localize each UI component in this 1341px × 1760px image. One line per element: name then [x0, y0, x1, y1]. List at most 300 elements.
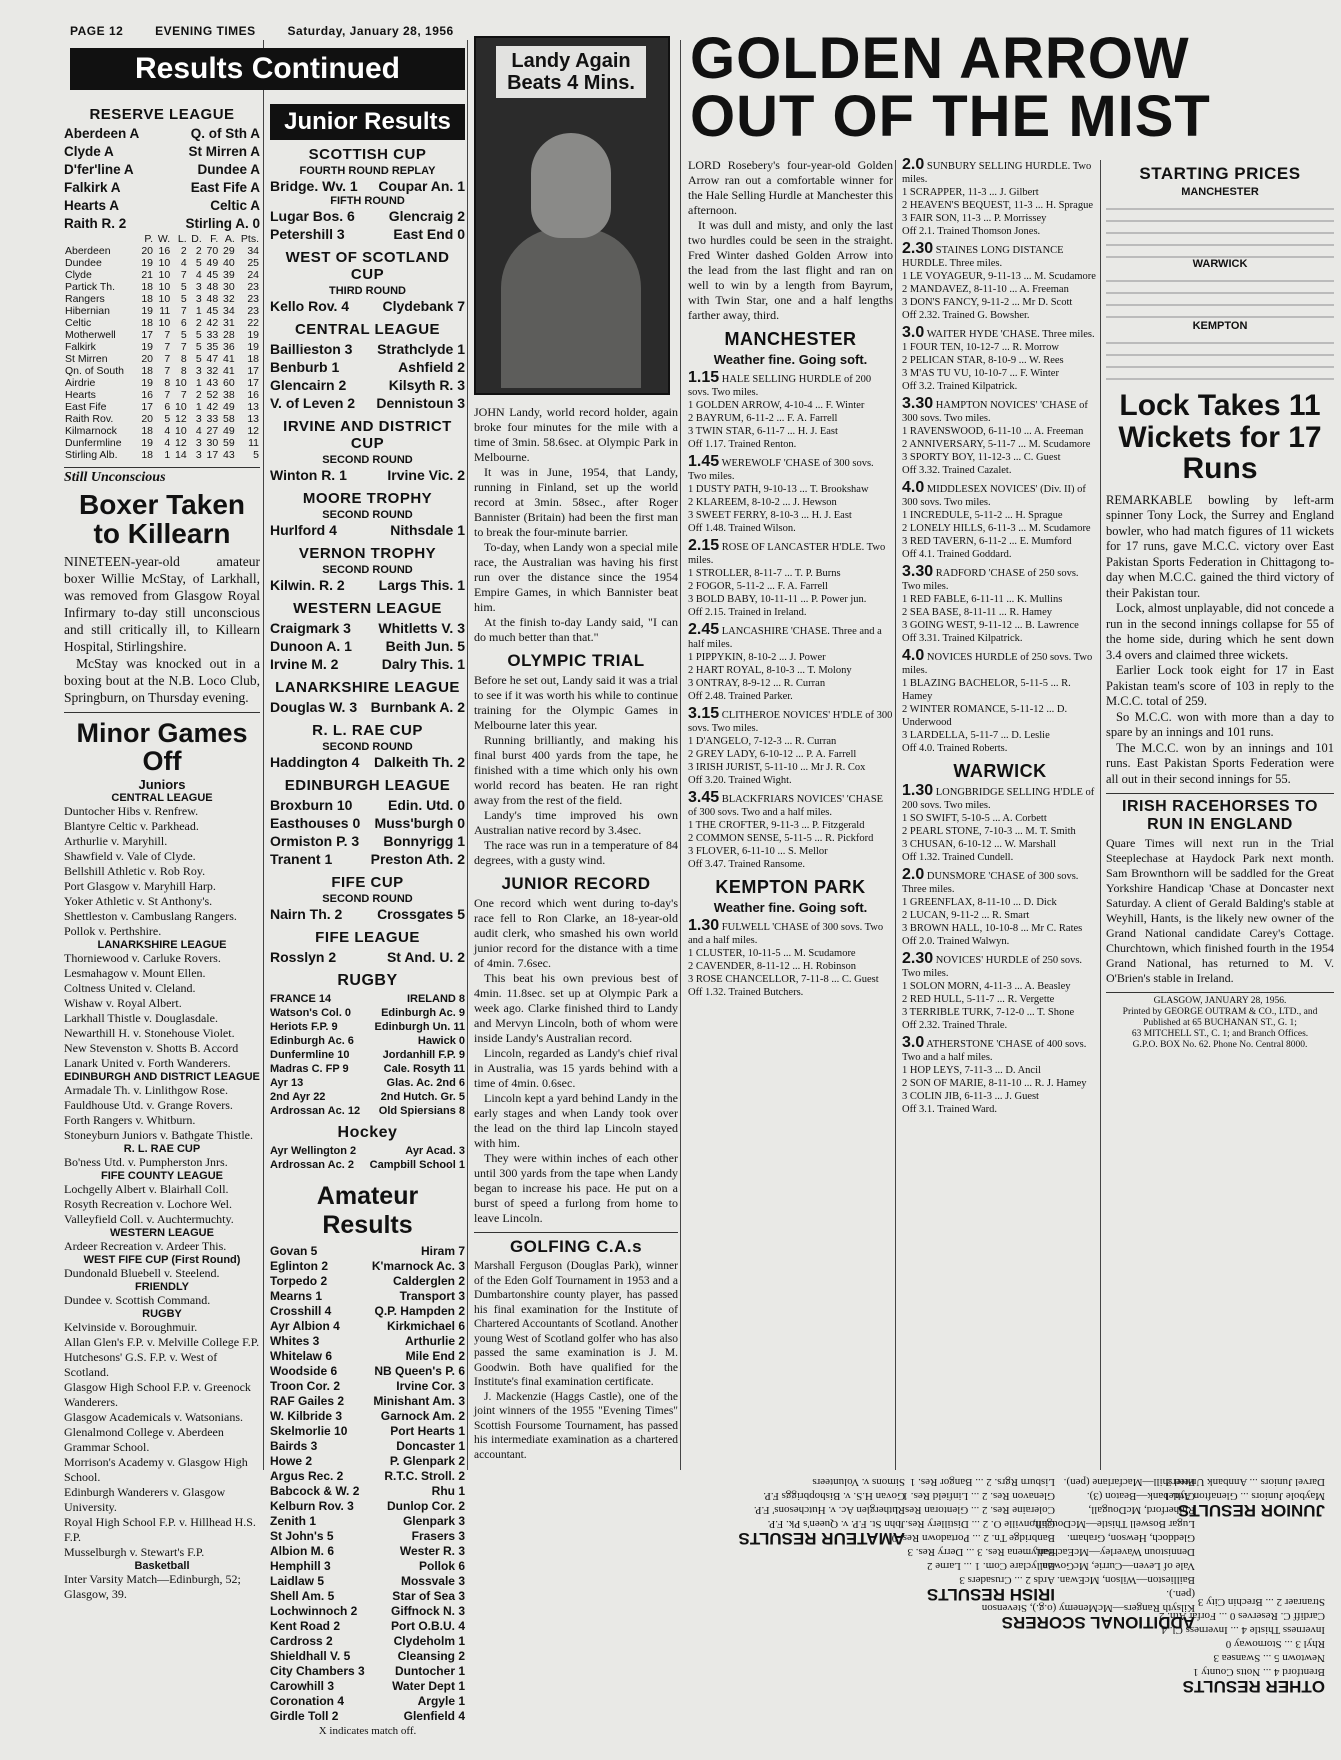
- table-row: [64, 281, 260, 293]
- table-cell: 59: [223, 437, 235, 449]
- table-row: [64, 317, 260, 329]
- home-team: Howe 2: [270, 1454, 313, 1468]
- home-team: Troon Cor. 2: [270, 1379, 341, 1393]
- table-cell: 2: [180, 245, 187, 257]
- home-team: Hearts A: [64, 198, 120, 213]
- amateur-row: [270, 1634, 465, 1649]
- column-rule: [467, 40, 468, 1470]
- home-team: Kelburn Rov. 3: [270, 1499, 354, 1513]
- rotated-line: Coleraine Res. 2 ... Glentoran Res. 1: [894, 1504, 1055, 1516]
- away-team: Doncaster 1: [396, 1439, 465, 1453]
- rot-junior-title: JUNIOR RESULTS: [1177, 1501, 1325, 1520]
- amateur-row: [270, 1469, 465, 1484]
- away-team: NB Queen's P. 6: [374, 1364, 465, 1378]
- fixture-line: Stoneyburn Juniors v. Bathgate Thistle.: [64, 1128, 253, 1143]
- minor-section-title: FRIENDLY: [135, 1281, 189, 1294]
- junior-section-title: R. L. RAE CUP: [312, 722, 423, 739]
- junior-section-sub: THIRD ROUND: [329, 285, 406, 297]
- home-team: Zenith 1: [270, 1514, 317, 1528]
- home-team: Tranent 1: [270, 851, 333, 867]
- away-team: Nithsdale 1: [390, 522, 465, 538]
- reserve-league-title: RESERVE LEAGUE: [89, 106, 235, 123]
- race-result-line: Off 3.31. Trained Kilpatrick.: [902, 633, 1023, 644]
- amateur-row: [270, 1304, 465, 1319]
- upside-down-results-block: [665, 1475, 1325, 1745]
- table-cell: 14: [174, 449, 187, 461]
- reserve-result-row: [64, 197, 260, 215]
- amateur-row: [270, 1454, 465, 1469]
- boxer-body: NINETEEN-year-old amateur boxer Willie McStay, of Larkhall, was removed from Glasgow Royal Infirmary to-day still unconscious and still critically ill, to Killearn Hospital, Stirlingshire.: [64, 553, 260, 654]
- amateur-row: [270, 1274, 465, 1289]
- table-cell: 10: [158, 293, 171, 305]
- rotated-line: Rutherford, McDougall,: [1088, 1504, 1195, 1516]
- column-3: [474, 36, 678, 1478]
- race-result-line: Off 3.20. Trained Wight.: [688, 775, 792, 786]
- race-result-line: 3 SPORTY BOY, 11-12-3 ... C. Guest: [902, 452, 1061, 463]
- race-heading: [688, 371, 893, 399]
- rot-scorers-title: ADDITIONAL SCORERS: [1001, 1613, 1195, 1632]
- reserve-result-row: [64, 215, 260, 233]
- home-team: 2nd Ayr 22: [270, 1091, 326, 1103]
- table-cell: 7: [164, 341, 171, 353]
- away-team: P. Glenpark 2: [389, 1454, 465, 1468]
- amateur-row: [270, 1559, 465, 1574]
- race-name: NOVICES HURDLE of 250 sovs. Two miles.: [902, 652, 1093, 676]
- away-team: Bonnyrigg 1: [383, 833, 465, 849]
- score-row: [270, 521, 465, 539]
- paragraph: Lock, almost unplayable, did not concede a run in the second innings collapse for 55 of the home side, during which he sent down 3.4 overs and claimed three wickets.: [1106, 601, 1334, 662]
- table-cell: 58: [223, 413, 235, 425]
- fixture-line: Fauldhouse Utd. v. Grange Rovers.: [64, 1098, 233, 1113]
- column-2: [270, 104, 465, 1737]
- table-header-cell: [64, 233, 138, 245]
- home-team: Easthouses 0: [270, 815, 361, 831]
- imprint: [1106, 992, 1334, 1051]
- race-result-line: 3 FLOVER, 6-11-10 ... S. Mellor: [688, 846, 828, 857]
- table-cell: 19: [247, 329, 259, 341]
- away-team: Stirling A. 0: [185, 216, 260, 231]
- home-team: Douglas W. 3: [270, 699, 358, 715]
- table-cell: 34: [223, 305, 235, 317]
- rotated-line: Clydebank—Beaton (3).: [1086, 1490, 1195, 1502]
- table-cell: 2: [195, 317, 202, 329]
- table-cell: 49: [223, 401, 235, 413]
- away-team: Edin. Utd. 0: [388, 797, 465, 813]
- race-result-line: 2 MANDAVEZ, 8-11-10 ... A. Freeman: [902, 284, 1069, 295]
- rot-other: [1105, 1595, 1325, 1696]
- home-team: Argus Rec. 2: [270, 1469, 344, 1483]
- table-cell: 35: [206, 341, 219, 353]
- away-team: Irvine Vic. 2: [387, 467, 465, 483]
- table-cell: Rangers: [65, 293, 105, 305]
- rotated-line: Maybole Juniors ... Glenafton Ath. 1: [1163, 1490, 1325, 1502]
- race-card: [902, 481, 1098, 561]
- table-cell: 60: [223, 377, 235, 389]
- race-time: 1.30: [902, 782, 934, 799]
- race-name: STAINES LONG DISTANCE HURDLE. Three miles.: [902, 245, 1064, 269]
- race-heading: [902, 158, 1098, 186]
- warwick-races: [902, 784, 1098, 1116]
- score-row: [270, 905, 465, 923]
- column-4: [688, 158, 893, 1473]
- home-team: Petershill 3: [270, 226, 345, 242]
- away-team: Strathclyde 1: [377, 341, 465, 357]
- away-team: Mile End 2: [405, 1349, 465, 1363]
- fixture-line: Musselburgh v. Stewart's F.P.: [64, 1545, 205, 1560]
- table-cell: Aberdeen: [65, 245, 111, 257]
- home-team: Whitelaw 6: [270, 1349, 333, 1363]
- race-result-line: 1 INCREDULE, 5-11-2 ... H. Sprague: [902, 510, 1063, 521]
- table-cell: 70: [206, 245, 219, 257]
- paragraph: So M.C.C. won with more than a day to spare by an innings and 101 runs.: [1106, 709, 1334, 739]
- away-team: Water Dept 1: [392, 1679, 465, 1693]
- race-result-line: Off 1.17. Trained Renton.: [688, 439, 797, 450]
- rotated-line: Petershill—Macfarlane (pen).: [1063, 1476, 1195, 1488]
- paragraph: It was in June, 1954, that Landy, running in Finland, set up the world record at 3min. 58sec., after Roger Bannister (Britain) had been the first man to break the four-minute barrier.: [474, 465, 678, 539]
- table-cell: 10: [174, 425, 187, 437]
- race-result-line: 3 M'AS TU VU, 10-10-7 ... F. Winter: [902, 368, 1059, 379]
- table-cell: 39: [223, 269, 235, 281]
- race-result-line: 3 BOLD BABY, 10-11-11 ... P. Power jun.: [688, 594, 867, 605]
- table-cell: 18: [141, 449, 153, 461]
- race-name: DUNSMORE 'CHASE of 300 sovs. Three miles.: [902, 871, 1079, 895]
- table-cell: 4: [164, 437, 171, 449]
- imprint-line: G.P.O. BOX No. 62. Phone No. Central 8000.: [1132, 1040, 1308, 1050]
- race-result-line: 1 D'ANGELO, 7-12-3 ... R. Curran: [688, 736, 837, 747]
- race-card: [902, 565, 1098, 645]
- race-card: [902, 1036, 1098, 1116]
- race-name: NOVICES' HURDLE of 250 sovs. Two miles.: [902, 955, 1083, 979]
- home-team: Kent Road 2: [270, 1619, 341, 1633]
- race-time: 2.0: [902, 866, 925, 883]
- away-team: Calderglen 2: [392, 1274, 465, 1288]
- home-team: Kello Rov. 4: [270, 298, 350, 314]
- race-time: 4.0: [902, 479, 925, 496]
- table-cell: 18: [141, 293, 153, 305]
- table-cell: 7: [164, 329, 171, 341]
- away-team: Edinburgh Ac. 9: [381, 1007, 465, 1019]
- race-result-line: 2 LUCAN, 9-11-2 ... R. Smart: [902, 910, 1030, 921]
- table-cell: 4: [180, 257, 187, 269]
- table-cell: 19: [141, 437, 153, 449]
- race-heading: [902, 326, 1098, 341]
- table-cell: 12: [247, 425, 259, 437]
- table-cell: 5: [195, 257, 202, 269]
- score-row: [270, 466, 465, 484]
- fixture-line: Morrison's Academy v. Glasgow High School.: [64, 1455, 248, 1485]
- race-card: [902, 326, 1098, 393]
- fixture-line: Hutchesons' G.S. F.P. v. West of Scotland.: [64, 1350, 218, 1380]
- home-team: Ardrossan Ac. 12: [270, 1105, 361, 1117]
- amateur-row: [270, 1334, 465, 1349]
- reserve-league-table: [64, 233, 260, 461]
- race-card: [688, 791, 893, 871]
- table-row: [64, 437, 260, 449]
- table-cell: 6: [180, 317, 187, 329]
- race-result-line: Off 2.32. Trained G. Bowsher.: [902, 310, 1030, 321]
- away-team: Giffnock N. 3: [390, 1604, 465, 1618]
- home-team: Dunoon A. 1: [270, 638, 352, 654]
- away-team: Q.P. Hampden 2: [374, 1304, 465, 1318]
- fixture-line: Thorniewood v. Carluke Rovers.: [64, 951, 221, 966]
- race-name: FULWELL 'CHASE of 300 sovs. Two and a half miles.: [688, 922, 884, 946]
- table-cell: Qn. of South: [65, 365, 124, 377]
- race-result-line: 2 HEAVEN'S BEQUEST, 11-3 ... H. Sprague: [902, 200, 1093, 211]
- home-team: Craigmark 3: [270, 620, 351, 636]
- race-result-line: Off 1.48. Trained Wilson.: [688, 523, 796, 534]
- race-result-line: 2 PEARL STONE, 7-10-3 ... M. T. Smith: [902, 826, 1076, 837]
- race-result-line: 1 LE VOYAGEUR, 9-11-13 ... M. Scudamore: [902, 271, 1096, 282]
- home-team: Babcock & W. 2: [270, 1484, 360, 1498]
- away-team: Port Hearts 1: [390, 1424, 465, 1438]
- home-team: Ayr 13: [270, 1077, 304, 1089]
- junior-section-sub: FIFTH ROUND: [330, 195, 405, 207]
- rotated-line: Kilsyth Rangers—McMenemy (o.g.), Stevenson (pen.).: [981, 1588, 1195, 1614]
- rotated-line: Glenavon Res. 2 ... Linfield Res. 1: [902, 1490, 1055, 1502]
- race-result-line: 1 SCRAPPER, 11-3 ... J. Gilbert: [902, 187, 1039, 198]
- table-cell: 24: [247, 269, 259, 281]
- results-continued-banner: Results Continued: [70, 48, 465, 90]
- junior-section-title: VERNON TROPHY: [298, 545, 437, 562]
- starting-prices-title: STARTING PRICES: [1139, 164, 1301, 183]
- away-team: Garnock Am. 2: [380, 1409, 465, 1423]
- golfing-title: GOLFING C.A.s: [474, 1232, 678, 1257]
- rotated-line: Dennistoun Waverley—McEachran,: [1035, 1546, 1195, 1558]
- away-team: Port O.B.U. 4: [390, 1619, 465, 1633]
- column-rule: [680, 40, 681, 1470]
- race-name: RADFORD 'CHASE of 250 sovs. Two miles.: [902, 568, 1079, 592]
- away-team: Frasers 3: [411, 1529, 465, 1543]
- hockey-results: [270, 1144, 465, 1172]
- table-cell: Motherwell: [65, 329, 116, 341]
- amateur-row: [270, 1709, 465, 1724]
- amateur-row: [270, 1544, 465, 1559]
- hockey-title: Hockey: [337, 1124, 398, 1141]
- away-team: Clydebank 7: [382, 298, 465, 314]
- table-cell: 2: [195, 245, 202, 257]
- race-card: [688, 623, 893, 703]
- home-team: Coronation 4: [270, 1694, 344, 1708]
- race-name: BLACKFRIARS NOVICES' 'CHASE of 300 sovs. Two and a half miles.: [688, 794, 884, 818]
- table-header-cell: P.: [144, 233, 153, 245]
- boxer-body-2: McStay was knocked out in a boxing bout at the N.B. Loco Club, Springburn, on Thursday evening.: [64, 655, 260, 705]
- table-cell: 18: [141, 317, 153, 329]
- sp-warwick-lines: [1106, 270, 1334, 320]
- home-team: Ormiston P. 3: [270, 833, 360, 849]
- home-team: Govan 5: [270, 1244, 318, 1258]
- table-cell: 19: [141, 257, 153, 269]
- race-time: 2.15: [688, 537, 720, 554]
- table-cell: Hearts: [65, 389, 96, 401]
- table-cell: 8: [180, 365, 187, 377]
- table-row: [64, 305, 260, 317]
- home-team: Glencairn 2: [270, 377, 347, 393]
- score-row: [270, 576, 465, 594]
- junior-section-sub: SECOND ROUND: [322, 893, 413, 905]
- minor-section-title: EDINBURGH AND DISTRICT LEAGUE: [64, 1071, 260, 1084]
- table-cell: 19: [141, 341, 153, 353]
- table-header-cell: Pts.: [240, 233, 259, 245]
- race-result-line: 2 COMMON SENSE, 5-11-5 ... R. Pickford: [688, 833, 874, 844]
- table-cell: 31: [223, 317, 235, 329]
- race-heading: [902, 784, 1098, 812]
- amateur-row: [270, 1604, 465, 1619]
- race-result-line: Off 1.32. Trained Cundell.: [902, 852, 1014, 863]
- away-team: Rhu 1: [431, 1484, 465, 1498]
- junior-section-title: LANARKSHIRE LEAGUE: [275, 679, 460, 696]
- paper-name: EVENING TIMES: [155, 24, 256, 38]
- home-team: Dunfermline 10: [270, 1049, 350, 1061]
- away-team: Cale. Rosyth 11: [383, 1063, 465, 1075]
- fixture-line: Duntocher Hibs v. Renfrew.: [64, 804, 199, 819]
- score-row: [270, 394, 465, 412]
- race-result-line: 3 TERRIBLE TURK, 7-12-0 ... T. Shone: [902, 1007, 1075, 1018]
- table-cell: 1: [195, 305, 202, 317]
- race-heading: [902, 649, 1098, 677]
- fixture-line: Valleyfield Coll. v. Auchtermuchty.: [64, 1212, 234, 1227]
- table-cell: Airdrie: [65, 377, 96, 389]
- junior-section-title: MOORE TROPHY: [302, 490, 433, 507]
- home-team: W. Kilbride 3: [270, 1409, 343, 1423]
- home-team: Shell Am. 5: [270, 1589, 335, 1603]
- away-team: Crossgates 5: [377, 906, 465, 922]
- table-cell: 23: [247, 281, 259, 293]
- race-result-line: 3 TWIN STAR, 6-11-7 ... H. J. East: [688, 426, 838, 437]
- table-cell: 40: [223, 257, 235, 269]
- minor-section-title: Basketball: [134, 1560, 190, 1573]
- amateur-row: [270, 1589, 465, 1604]
- race-result-line: Off 4.0. Trained Roberts.: [902, 743, 1008, 754]
- away-team: St Mirren A: [188, 144, 260, 159]
- race-heading: [688, 623, 893, 651]
- paragraph: They were within inches of each other until 300 yards from the tape when Landy began to increase his pace. He put on a burst of speed a furlong from home to leave Lincoln.: [474, 1151, 678, 1225]
- landy-photo: [474, 36, 670, 395]
- away-team: Q. of Sth A: [190, 126, 260, 141]
- rotated-line: Newtown 5 ... Swansea 3: [1213, 1652, 1325, 1664]
- rugby-results: [270, 992, 465, 1118]
- home-team: Broxburn 10: [270, 797, 353, 813]
- table-cell: 19: [141, 377, 153, 389]
- junior-results: [270, 146, 465, 966]
- race-card: [902, 952, 1098, 1032]
- race-result-line: 3 LARDELLA, 5-11-7 ... D. Leslie: [902, 730, 1050, 741]
- home-team: Eglinton 2: [270, 1259, 328, 1273]
- race-result-line: 1 THE CROFTER, 9-11-3 ... P. Fitzgerald: [688, 820, 865, 831]
- reserve-result-row: [64, 143, 260, 161]
- table-cell: 5: [180, 281, 187, 293]
- table-cell: Stirling Alb.: [65, 449, 118, 461]
- away-team: Whitletts V. 3: [378, 620, 465, 636]
- minor-games-headline: Minor Games Off: [76, 717, 248, 777]
- home-team: Skelmorlie 10: [270, 1424, 348, 1438]
- race-result-line: 1 RAVENSWOOD, 6-11-10 ... A. Freeman: [902, 426, 1084, 437]
- table-cell: 7: [164, 389, 171, 401]
- paragraph: JOHN Landy, world record holder, again broke four minutes for the mile with a time of 3min. 58.6sec. at Olympic Park in Melbourne.: [474, 405, 678, 464]
- table-cell: 17: [247, 365, 259, 377]
- junior-section-sub: FOURTH ROUND REPLAY: [299, 165, 436, 177]
- away-team: Star of Sea 3: [392, 1589, 465, 1603]
- table-cell: 7: [180, 305, 187, 317]
- home-team: St John's 5: [270, 1529, 334, 1543]
- table-cell: 5: [195, 353, 202, 365]
- home-team: Girdle Toll 2: [270, 1709, 339, 1723]
- race-result-line: Off 3.1. Trained Ward.: [902, 1104, 998, 1115]
- table-cell: 11: [159, 305, 171, 317]
- junior-section-title: FIFE CUP: [331, 874, 404, 891]
- home-team: FRANCE 14: [270, 993, 332, 1005]
- table-cell: East Fife: [65, 401, 107, 413]
- table-cell: 8: [180, 353, 187, 365]
- fixture-line: Newarthill H. v. Stonehouse Violet.: [64, 1026, 235, 1041]
- race-result-line: 1 HOP LEYS, 7-11-3 ... D. Ancil: [902, 1065, 1041, 1076]
- table-cell: 42: [206, 317, 219, 329]
- reserve-results: [64, 125, 260, 233]
- race-result-line: 3 FAIR SON, 11-3 ... P. Morrissey: [902, 213, 1047, 224]
- amateur-row: [270, 1319, 465, 1334]
- score-row: [270, 948, 465, 966]
- home-team: Nairn Th. 2: [270, 906, 343, 922]
- minor-section-title: CENTRAL LEAGUE: [111, 792, 213, 805]
- home-team: Madras C. FP 9: [270, 1063, 349, 1075]
- paragraph: Lincoln, regarded as Landy's chief rival in Australia, was 15 yards behind with a time of 4min. 0.6sec.: [474, 1046, 678, 1090]
- away-team: Argyle 1: [417, 1694, 465, 1708]
- home-team: Cardross 2: [270, 1634, 333, 1648]
- fixture-line: Yoker Athletic v. St Anthony's.: [64, 894, 213, 909]
- race-name: CLITHEROE NOVICES' H'DLE of 300 sovs. Two miles.: [688, 710, 893, 734]
- amateur-row: [270, 1529, 465, 1544]
- race-time: 1.30: [688, 917, 720, 934]
- table-cell: 13: [247, 401, 259, 413]
- amateur-row: [270, 1484, 465, 1499]
- away-team: Burnbank A. 2: [370, 699, 465, 715]
- race-card: [688, 371, 893, 451]
- home-team: Watson's Col. 0: [270, 1007, 352, 1019]
- table-cell: 32: [223, 293, 235, 305]
- home-team: Albion M. 6: [270, 1544, 334, 1558]
- away-team: Hiram 7: [420, 1244, 465, 1258]
- race-result-line: Off 1.32. Trained Butchers.: [688, 987, 804, 998]
- fixture-line: Blantyre Celtic v. Parkhead.: [64, 819, 199, 834]
- amateur-row: [270, 1574, 465, 1589]
- minor-section-title: RUGBY: [142, 1308, 182, 1321]
- table-row: [64, 401, 260, 413]
- score-row: [270, 637, 465, 655]
- table-cell: 48: [206, 281, 219, 293]
- sp-kempton: KEMPTON: [1192, 320, 1248, 332]
- race-result-line: 3 RED TAVERN, 6-11-2 ... E. Mumford: [902, 536, 1072, 547]
- table-cell: 6: [164, 401, 171, 413]
- fixture-line: Kelvinside v. Boroughmuir.: [64, 1320, 198, 1335]
- fixture-line: Port Glasgow v. Maryhill Harp.: [64, 879, 216, 894]
- away-team: Mossvale 3: [400, 1574, 465, 1588]
- rugby-row: [270, 1034, 465, 1048]
- paragraph: Lincoln kept a yard behind Landy in the early stages and when Landy took over the lead on the third lap Lincoln stayed with him.: [474, 1091, 678, 1150]
- sp-kempton-lines: [1106, 332, 1334, 382]
- home-team: Bairds 3: [270, 1439, 318, 1453]
- table-cell: Kilmarnock: [65, 425, 117, 437]
- fixture-line: Shawfield v. Vale of Clyde.: [64, 849, 196, 864]
- amateur-row: [270, 1244, 465, 1259]
- race-result-line: 1 PIPPYKIN, 8-10-2 ... J. Power: [688, 652, 826, 663]
- race-result-line: Off 3.2. Trained Kilpatrick.: [902, 381, 1018, 392]
- page-date: Saturday, January 28, 1956: [287, 24, 454, 38]
- away-team: Irvine Cor. 3: [396, 1379, 465, 1393]
- table-cell: 43: [223, 449, 235, 461]
- table-cell: 27: [206, 425, 219, 437]
- table-row: [64, 389, 260, 401]
- away-team: Ayr Acad. 3: [405, 1145, 465, 1157]
- junior-section-sub: SECOND ROUND: [322, 741, 413, 753]
